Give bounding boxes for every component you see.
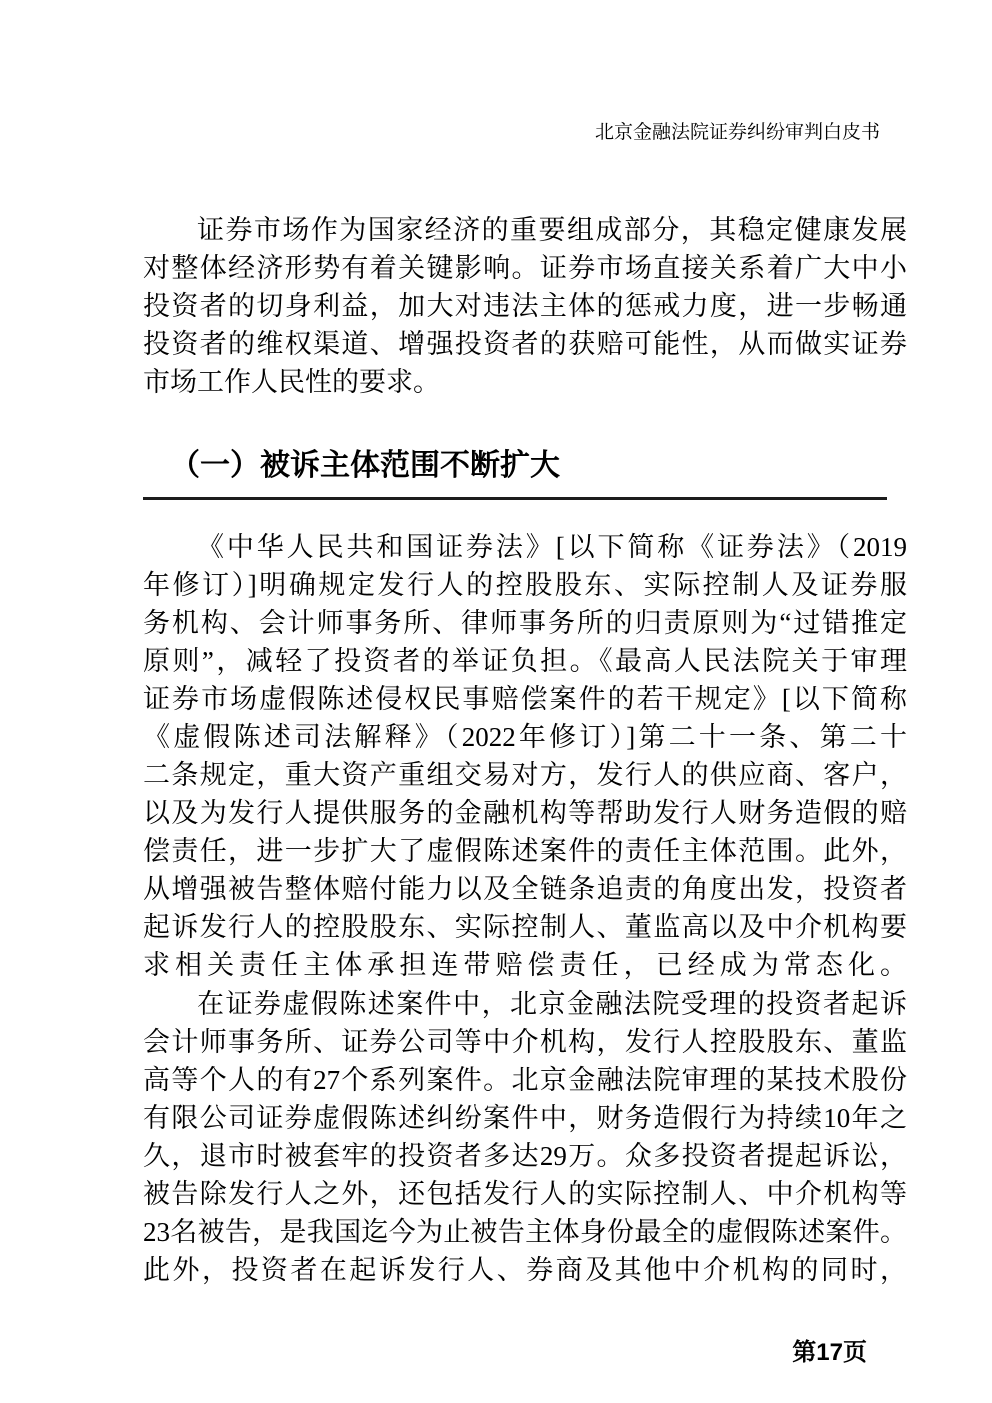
text-line: 高等个人的有27个系列案件。北京金融法院审理的某技术股份 — [143, 1065, 907, 1095]
text-line: 市场工作人民性的要求。 — [143, 367, 440, 397]
paragraph-3 — [143, 985, 907, 1289]
text-line: 有限公司证券虚假陈述纠纷案件中，财务造假行为持续10年之 — [143, 1103, 907, 1133]
page-number: 第17页 — [792, 1339, 867, 1366]
text-line: 此外，投资者在起诉发行人、券商及其他中介机构的同时， — [143, 1255, 907, 1285]
text-line: 对整体经济形势有着关键影响。证券市场直接关系着广大中小 — [143, 253, 907, 283]
text-line: 会计师事务所、证券公司等中介机构，发行人控股股东、董监 — [143, 1027, 907, 1057]
text-line: 偿责任，进一步扩大了虚假陈述案件的责任主体范围。此外， — [143, 836, 907, 866]
text-line: 二条规定，重大资产重组交易对方，发行人的供应商、客户， — [143, 760, 907, 790]
text-line: 原则”，减轻了投资者的举证负担。《最高人民法院关于审理 — [143, 646, 907, 676]
text-line: 投资者的维权渠道、增强投资者的获赔可能性，从而做实证券 — [143, 329, 907, 359]
text-line: 在证券虚假陈述案件中，北京金融法院受理的投资者起诉 — [197, 989, 907, 1019]
page-header: 北京金融法院证券纠纷审判白皮书 — [594, 122, 880, 143]
text-line: 年修订）]明确规定发行人的控股股东、实际控制人及证券服 — [143, 570, 907, 600]
text-line: 证券市场作为国家经济的重要组成部分，其稳定健康发展 — [197, 215, 907, 245]
text-line: 从增强被告整体赔付能力以及全链条追责的角度出发，投资者 — [143, 874, 907, 904]
text-line: 务机构、会计师事务所、律师事务所的归责原则为“过错推定 — [143, 608, 907, 638]
text-line: 《虚假陈述司法解释》（2022年修订）]第二十一条、第二十 — [143, 722, 907, 752]
paragraph-2 — [143, 528, 907, 984]
section-divider — [143, 497, 887, 500]
text-line: 被告除发行人之外，还包括发行人的实际控制人、中介机构等 — [143, 1179, 907, 1209]
text-line: 求相关责任主体承担连带赔偿责任，已经成为常态化。 — [143, 950, 907, 980]
text-line: 证券市场虚假陈述侵权民事赔偿案件的若干规定》[以下简称 — [143, 684, 907, 714]
section-heading: （一）被诉主体范围不断扩大 — [170, 449, 560, 482]
text-line: 《中华人民共和国证券法》[以下简称《证券法》（2019 — [197, 532, 907, 562]
text-line: 投资者的切身利益，加大对违法主体的惩戒力度，进一步畅通 — [143, 291, 907, 321]
text-line: 久，退市时被套牢的投资者多达29万。众多投资者提起诉讼， — [143, 1141, 907, 1171]
paragraph-1 — [143, 211, 907, 401]
text-line: 起诉发行人的控股股东、实际控制人、董监高以及中介机构要 — [143, 912, 907, 942]
text-line: 以及为发行人提供服务的金融机构等帮助发行人财务造假的赔 — [143, 798, 907, 828]
text-line: 23名被告，是我国迄今为止被告主体身份最全的虚假陈述案件。 — [143, 1217, 907, 1247]
